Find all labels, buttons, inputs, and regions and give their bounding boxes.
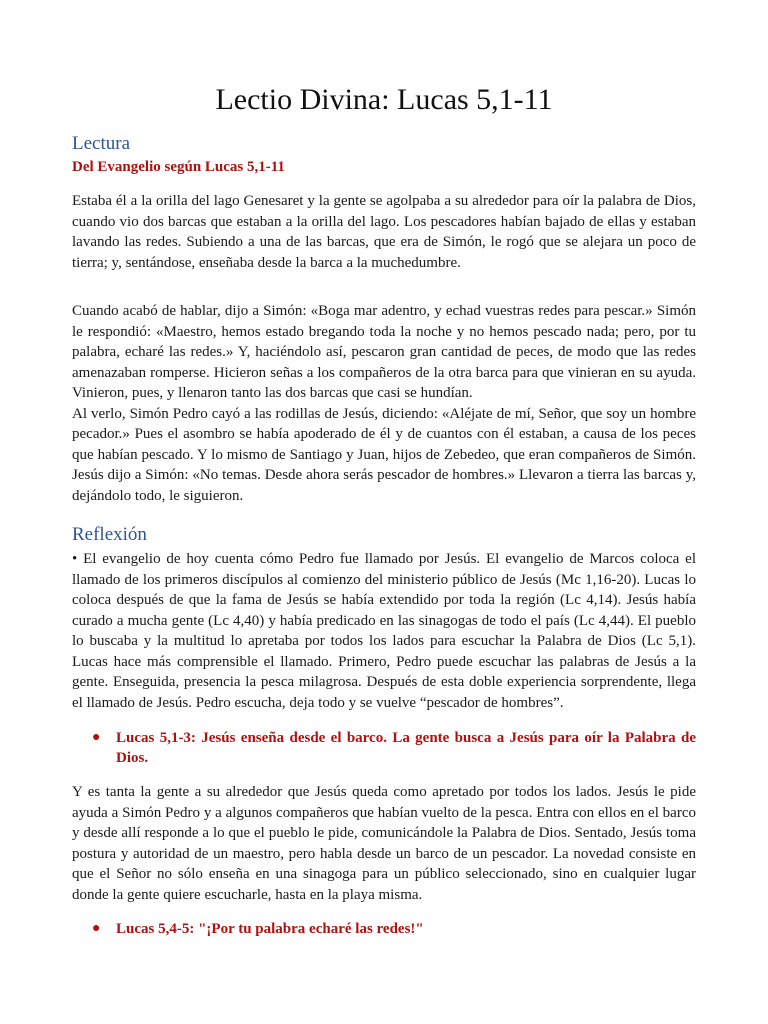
bullet-text: Lucas 5,1-3: Jesús enseña desde el barco. La gente busca a Jesús para oír la Palabra de Dios.: [116, 730, 696, 766]
lectura-heading: Lectura: [72, 133, 131, 154]
bullet-list: [72, 919, 696, 939]
bullet-icon: ●: [92, 921, 101, 936]
list-item: [72, 919, 696, 939]
gospel-reference-heading: Del Evangelio según Lucas 5,1-11: [72, 159, 285, 175]
bullet-text: Lucas 5,4-5: "¡Por tu palabra echaré las redes!": [116, 921, 424, 937]
list-item: [72, 728, 696, 768]
bullet-icon: ●: [92, 730, 101, 745]
reflexion-heading: Reflexión: [72, 524, 147, 545]
bullet-list: [72, 728, 696, 768]
lectura-paragraph: Estaba él a la orilla del lago Genesaret y la gente se agolpaba a su alrededor para oír la palabra de Dios, cuando vio dos barcas que estaban a la orilla del lago. Los pescadores habían bajado de ellas y estaban lavando las redes. Subiendo a una de las barcas, que era de Simón, le rogó que se alejara un poco de tierra; y, sentándose, enseñaba desde la barca a la muchedumbre.: [72, 193, 696, 271]
reflexion-paragraph: • El evangelio de hoy cuenta cómo Pedro fue llamado por Jesús. El evangelio de Marcos coloca el llamado de los primeros discípulos al comienzo del ministerio público de Jesús (Mc 1,16-20). Lucas lo coloca después de que la fama de Jesús se había extendido por toda la región (Lc 4,14). Jesús había curado a mucha gente (Lc 4,40) y había predicado en las sinagogas de todo el país (Lc 4,44). El pueblo lo buscaba y la multitud lo apretaba por todos los lados para escuchar la Palabra de Dios (Lc 5,1). Lucas hace más comprensible el llamado. Primero, Pedro puede escuchar las palabras de Jesús a la gente. Enseguida, presencia la pesca milagrosa. Después de esta doble experiencia sorprendente, llega el llamado de Jesús. Pedro escucha, deja todo y se vuelve “pescador de hombres”.: [72, 551, 696, 711]
reflexion-paragraph: Y es tanta la gente a su alrededor que Jesús queda como apretado por todos los lados. Jesús le pide ayuda a Simón Pedro y a algunos compañeros que habían vuelto de la pesca. Entra con ellos en el barco y desde allí responde a lo que el pueblo le pide, comunicándole la Palabra de Dios. Sentado, Jesús toma postura y autoridad de un maestro, pero habla desde un barco de un pescador. La novedad consiste en que el Señor no sólo enseña en una sinagoga para un público seleccionado, sino en cualquier lugar donde la gente quiere escucharle, hasta en la playa misma.: [72, 784, 696, 903]
lectura-paragraph: Al verlo, Simón Pedro cayó a las rodillas de Jesús, diciendo: «Aléjate de mí, Señor, que soy un hombre pecador.» Pues el asombro se había apoderado de él y de cuantos con él estaban, a causa de los peces que habían pescado. Y lo mismo de Santiago y Juan, hijos de Zebedeo, que eran compañeros de Simón. Jesús dijo a Simón: «No temas. Desde ahora serás pescador de hombres.» Llevaron a tierra las barcas y, dejándolo todo, le siguieron.: [72, 405, 696, 504]
page-title: Lectio Divina: Lucas 5,1-11: [215, 83, 553, 116]
lectura-paragraph: Cuando acabó de hablar, dijo a Simón: «Boga mar adentro, y echad vuestras redes para pescar.» Simón le respondió: «Maestro, hemos estado bregando toda la noche y no hemos pescado nada; pero, por tu palabra, echaré las redes.» Y, haciéndolo así, pescaron gran cantidad de peces, de modo que las redes amenazaban romperse. Hicieron señas a los compañeros de la otra barca para que vinieran en su ayuda. Vinieron, pues, y llenaron tanto las dos barcas que casi se hundían.: [72, 303, 696, 401]
